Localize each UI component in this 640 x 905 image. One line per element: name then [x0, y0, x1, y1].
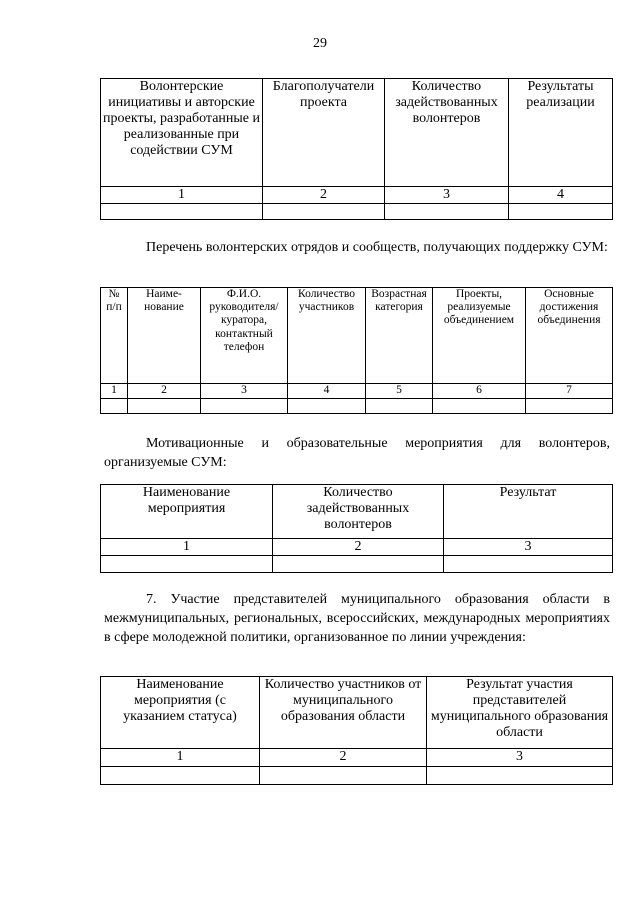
page-number: 29 — [313, 36, 327, 51]
column-number: 2 — [260, 749, 427, 767]
empty-cell — [101, 399, 128, 414]
empty-cell — [444, 556, 613, 573]
header-cell: Количество участников от муниципального образования области — [260, 677, 427, 749]
header-cell: Проекты, реализуемые объединением — [433, 288, 526, 384]
header-cell: Возрастная категория — [366, 288, 433, 384]
empty-cell — [433, 399, 526, 414]
column-number: 1 — [101, 749, 260, 767]
column-number: 1 — [101, 187, 263, 204]
empty-cell — [263, 204, 385, 220]
empty-cell — [101, 556, 273, 573]
column-number: 3 — [385, 187, 509, 204]
empty-row — [101, 556, 613, 573]
column-number: 3 — [427, 749, 613, 767]
header-cell: Наименование мероприятия — [101, 485, 273, 539]
empty-cell — [128, 399, 201, 414]
column-number: 2 — [263, 187, 385, 204]
paragraph-text: Мотивационные и образовательные мероприятия для волонтеров, организуемые СУМ: — [104, 436, 610, 470]
paragraph-text: 7. Участие представителей муниципального образования области в межмуниципальных, региональных, всероссийских, международных мероприятиях в сфере молодежной политики, организованное по линии учреждения: — [104, 592, 610, 645]
empty-cell — [288, 399, 366, 414]
empty-cell — [427, 767, 613, 785]
empty-cell — [260, 767, 427, 785]
empty-row — [101, 204, 613, 220]
column-number: 1 — [101, 384, 128, 399]
header-cell: Результат участия представителей муниципального образования области — [427, 677, 613, 749]
section-intro-paragraph — [104, 434, 610, 472]
header-cell: Количество участников — [288, 288, 366, 384]
header-cell: Ф.И.О. руководителя/ куратора, контактный телефон — [201, 288, 288, 384]
volunteer-groups-table — [100, 287, 613, 414]
column-number: 3 — [444, 539, 613, 556]
empty-cell — [526, 399, 613, 414]
column-number: 7 — [526, 384, 613, 399]
column-number: 1 — [101, 539, 273, 556]
column-number: 2 — [273, 539, 444, 556]
empty-cell — [366, 399, 433, 414]
section-intro-paragraph — [104, 238, 610, 257]
paragraph-text: Перечень волонтерских отрядов и сообществ, получающих поддержку СУМ: — [146, 240, 608, 255]
participation-table — [100, 676, 613, 785]
empty-cell — [101, 204, 263, 220]
empty-cell — [201, 399, 288, 414]
header-cell: Основные достижения объединения — [526, 288, 613, 384]
empty-row — [101, 399, 613, 414]
header-cell: Наименование мероприятия (с указанием статуса) — [101, 677, 260, 749]
empty-cell — [509, 204, 613, 220]
column-number: 4 — [288, 384, 366, 399]
column-number: 2 — [128, 384, 201, 399]
header-cell: Результаты реализации — [509, 79, 613, 187]
volunteer-events-table — [100, 484, 613, 573]
empty-row — [101, 767, 613, 785]
column-number: 6 — [433, 384, 526, 399]
volunteer-initiatives-table — [100, 78, 613, 220]
empty-cell — [273, 556, 444, 573]
section-7-paragraph — [104, 590, 610, 647]
column-number: 3 — [201, 384, 288, 399]
empty-cell — [385, 204, 509, 220]
header-cell: Наиме- нование — [128, 288, 201, 384]
header-cell: Количество задействованных волонтеров — [273, 485, 444, 539]
empty-cell — [101, 767, 260, 785]
column-number: 4 — [509, 187, 613, 204]
header-cell: № п/п — [101, 288, 128, 384]
header-cell: Результат — [444, 485, 613, 539]
header-cell: Количество задействованных волонтеров — [385, 79, 509, 187]
column-number: 5 — [366, 384, 433, 399]
header-cell: Волонтерские инициативы и авторские проекты, разработанные и реализованные при содействии СУМ — [101, 79, 263, 187]
header-cell: Благополучатели проекта — [263, 79, 385, 187]
